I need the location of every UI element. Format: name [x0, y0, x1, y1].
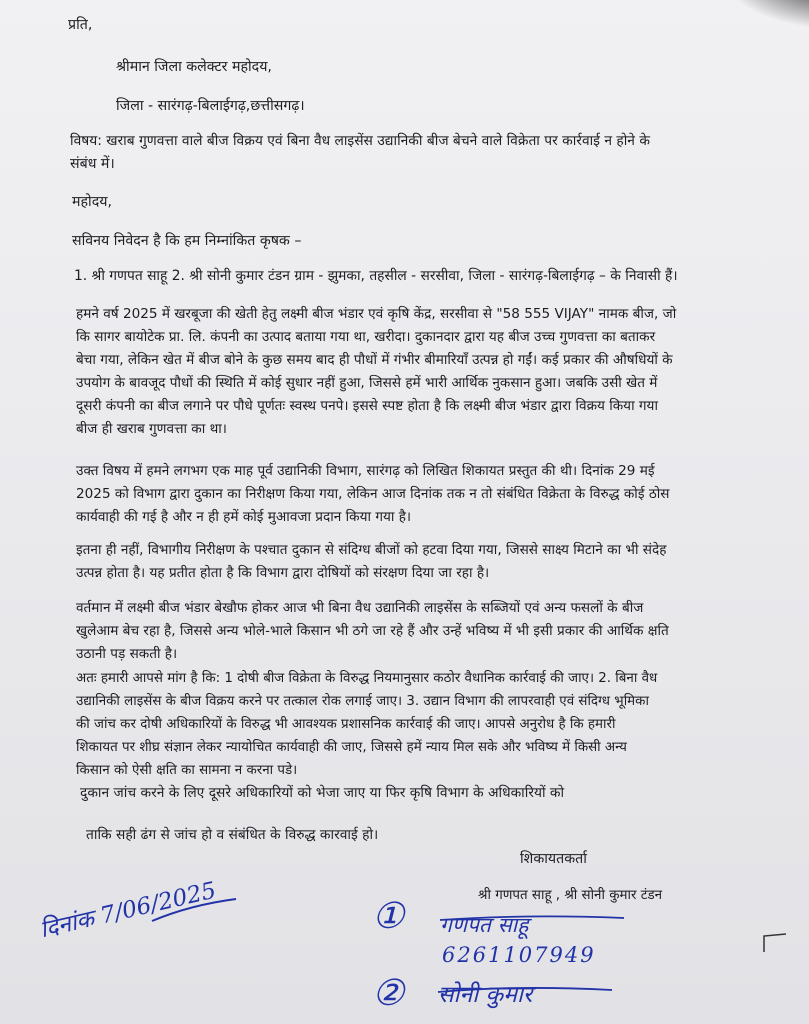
letter-farmers: 1. श्री गणपत साहू 2. श्री सोनी कुमार टंडन ग्राम - झुमका, तहसील - सरसीवा, जिला - सारंगढ़-बिलाईगढ़ – के निवासी हैं। — [74, 268, 678, 284]
paragraph-line: उठानी पड़ सकती है। — [76, 646, 178, 662]
paragraph-line: उत्पन्न होता है। यह प्रतीत होता है कि विभाग द्वारा दोषियों को संरक्षण दिया जा रहा है। — [76, 565, 490, 581]
signature-2-headline — [436, 982, 616, 996]
letter-district: जिला - सारंगढ़-बिलाईगढ़,छत्तीसगढ़। — [116, 98, 305, 114]
signature-1-name: गणपत साहू — [440, 913, 529, 937]
signature-1-phone: 6261107949 — [442, 943, 596, 967]
paragraph-line: बीज ही खराब गुणवत्ता का था। — [76, 421, 227, 437]
paragraph-line: उपयोग के बावजूद पौधों की स्थिति में कोई सुधार नहीं हुआ, जिससे हमें भारी आर्थिक नुकसान हुआ। जबकि उसी खेत में — [76, 375, 658, 391]
paragraph-line: 2025 को विभाग द्वारा दुकान का निरीक्षण किया गया, लेकिन आज दिनांक तक न तो संबंधित विक्रेता के विरुद्ध कोई ठोस — [76, 486, 670, 502]
letter-to: प्रति, — [68, 17, 93, 33]
paragraph-line: की जांच कर दोषी अधिकारियों के विरुद्ध भी आवश्यक प्रशासनिक कार्रवाई की जाए। आपसे अनुरोध है कि हमारी — [76, 717, 616, 732]
signature-1-number: ① — [372, 896, 405, 937]
date-flourish — [150, 895, 240, 925]
paragraph-line: उद्यानिकी लाइसेंस के बीज विक्रय करने पर तत्काल रोक लगाई जाए। 3. उद्यान विभाग की लापरवाही एवं संदिग्ध भूमिका — [76, 694, 649, 709]
letter-paragraph-4 — [76, 597, 782, 666]
paragraph-line: कि सागर बायोटेक प्रा. लि. कंपनी का उत्पाद बताया गया था, खरीदा। दुकानदार द्वारा यह बीज उच्च गुणवत्ता का बताकर — [76, 329, 656, 345]
photo-corner-shadow — [719, 0, 809, 30]
signature-2-name: सोनी कुमार — [438, 982, 533, 1008]
letter-paragraph-1 — [76, 303, 782, 441]
paragraph-line: दूसरी कंपनी का बीज लगाने पर पौधे पूर्णतः स्वस्थ पनपे। इससे स्पष्ट होता है कि लक्ष्मी बीज भंडार द्वारा विक्रय किया गया — [76, 398, 658, 414]
paragraph-line: अतः हमारी आपसे मांग है कि: 1 दोषी बीज विक्रेता के विरुद्ध नियमानुसार कठोर वैधानिक कार्रवाई की जाए। 2. बिना वैध — [76, 671, 658, 686]
letter-paragraph-5 — [76, 667, 782, 782]
paragraph-line: वर्तमान में लक्ष्मी बीज भंडार बेखौफ होकर आज भी बिना वैध उद्यानिकी लाइसेंस के सब्जियों एवं अन्य फसलों के बीज — [76, 600, 644, 616]
paragraph-line: बेचा गया, लेकिन खेत में बीज बोने के कुछ समय बाद ही पौधों में गंभीर बीमारियाँ उत्पन्न हो गईं। कई प्रकार की औषधियों के — [76, 352, 673, 368]
paragraph-line: किसान को ऐसी क्षति का सामना न करना पडे। — [76, 763, 298, 778]
letter-subject-line2: संबंध में। — [70, 156, 115, 172]
letter-intro: सविनय निवेदन है कि हम निम्नांकित कृषक – — [72, 233, 302, 249]
letter-extra-line2: ताकि सही ढंग से जांच हो व संबंधित के विरुद्ध कारवाई हो। — [86, 827, 379, 843]
letter-salutation: महोदय, — [72, 194, 112, 210]
paragraph-line: उक्त विषय में हमने लगभग एक माह पूर्व उद्यानिकी विभाग, सारंगढ़ को लिखित शिकायत प्रस्तुत की थी। दिनांक 29 मई — [76, 463, 655, 479]
signature-2-number: ② — [372, 973, 405, 1014]
letter-paragraph-2 — [76, 460, 782, 529]
paragraph-line: खुलेआम बेच रहा है, जिससे अन्य भोले-भाले किसान भी ठगे जा रहे हैं और उन्हें भविष्य में भी इसी प्रकार की आर्थिक क्षति — [76, 623, 669, 639]
paragraph-line: इतना ही नहीं, विभागीय निरीक्षण के पश्चात दुकान से संदिग्ध बीजों को हटवा दिया गया, जिससे साक्ष्य मिटाने का भी संदेह — [76, 542, 667, 558]
corner-mark — [760, 930, 790, 954]
complainant-label: शिकायतकर्ता — [520, 851, 587, 867]
letter-subject-line1: विषय: खराब गुणवत्ता वाले बीज विक्रय एवं बिना वैध लाइसेंस उद्यानिकी बीज बेचने वाले विक्रेता पर कार्रवाई न होने के — [70, 133, 650, 149]
handwritten-date: दिनांक 7/06/2025 — [37, 877, 219, 944]
letter-paragraph-3 — [76, 539, 782, 585]
letter-extra-line1: दुकान जांच करने के लिए दूसरे अधिकारियों को भेजा जाए या फिर कृषि विभाग के अधिकारियों को — [80, 785, 565, 801]
paragraph-line: कार्यवाही की गई है और न ही हमें कोई मुआवजा प्रदान किया गया है। — [76, 509, 412, 525]
paragraph-line: हमने वर्ष 2025 में खरबूजा की खेती हेतु लक्ष्मी बीज भंडार एवं कृषि केंद्र, सरसीवा से "58 555 VIJAY" नामक बीज, जो — [76, 306, 677, 322]
letter-addressee: श्रीमान जिला कलेक्टर महोदय, — [116, 59, 272, 75]
signature-1-headline — [438, 912, 628, 924]
paragraph-line: शिकायत पर शीघ्र संज्ञान लेकर न्यायोचित कार्यवाही की जाए, जिससे हमें न्याय मिल सके और भविष्य में किसी अन्य — [76, 740, 627, 755]
complainant-names: श्री गणपत साहू , श्री सोनी कुमार टंडन — [478, 888, 663, 903]
